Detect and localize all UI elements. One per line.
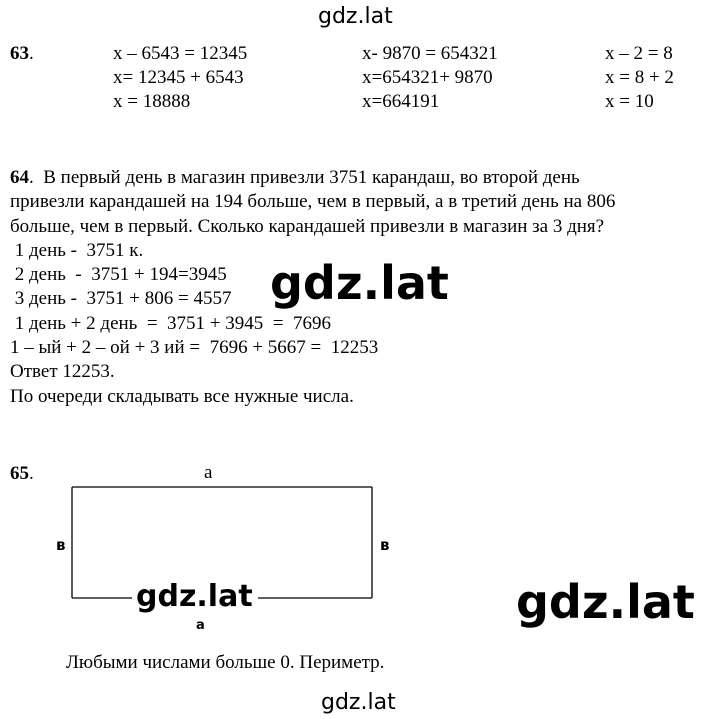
watermark-bottom: gdz.lat bbox=[321, 690, 396, 715]
task64-line: Ответ 12253. bbox=[10, 361, 115, 383]
task63-col1-line: x= 12345 + 6543 bbox=[113, 67, 244, 88]
task63-number: 63. bbox=[10, 43, 34, 64]
task64-text: В первый день в магазин привезли 3751 карандаш, во второй день bbox=[43, 167, 580, 188]
watermark-middle: gdz.lat bbox=[270, 256, 449, 310]
task64-line: 1 – ый + 2 – ой + 3 ий = 7696 + 5667 = 12253 bbox=[10, 337, 379, 359]
task63-col3 bbox=[605, 42, 674, 114]
task65-caption: Любыми числами больше 0. Периметр. bbox=[66, 652, 385, 673]
task63-col1 bbox=[113, 42, 247, 114]
task63-col2-line: x- 9870 = 654321 bbox=[362, 43, 498, 64]
task64-line: 1 день + 2 день = 3751 + 3945 = 7696 bbox=[10, 312, 331, 334]
task63-col2-line: x=664191 bbox=[362, 91, 440, 112]
watermark-top: gdz.lat bbox=[318, 4, 393, 29]
task64-line: 3 день - 3751 + 806 = 4557 bbox=[10, 288, 232, 310]
task63-col1-line: x = 18888 bbox=[113, 91, 191, 112]
task64-line: 2 день - 3751 + 194=3945 bbox=[10, 264, 227, 286]
task64-block bbox=[10, 166, 615, 409]
task64-number: 64 bbox=[10, 167, 29, 188]
task63-col3-line: x = 10 bbox=[605, 91, 654, 112]
rect-label-left: в bbox=[56, 536, 66, 554]
task63-col2-line: x=654321+ 9870 bbox=[362, 67, 493, 88]
task64-line: 1 день - 3751 к. bbox=[10, 239, 144, 261]
task63-col3-line: x = 8 + 2 bbox=[605, 67, 674, 88]
task63-number-text: 63 bbox=[10, 43, 29, 64]
task65-number-text: 65 bbox=[10, 463, 29, 484]
task64-line: больше, чем в первый. Сколько карандашей привезли в магазин за 3 дня? bbox=[10, 215, 605, 237]
task64-line: 64. В первый день в магазин привезли 3751 карандаш, во второй день bbox=[10, 167, 580, 188]
task64-line: привезли карандашей на 194 больше, чем в первый, а в третий день на 806 bbox=[10, 191, 616, 213]
task63-col3-line: x – 2 = 8 bbox=[605, 43, 673, 64]
rect-label-bottom: a bbox=[196, 618, 205, 633]
rect-label-top: a bbox=[204, 462, 213, 483]
task63-col2 bbox=[362, 42, 498, 114]
task65-number: 65. bbox=[10, 463, 34, 484]
watermark-right: gdz.lat bbox=[516, 575, 695, 629]
task64-line: По очереди складывать все нужные числа. bbox=[10, 385, 354, 407]
task63-col1-line: x – 6543 = 12345 bbox=[113, 43, 248, 64]
watermark-diagram: gdz.lat bbox=[136, 579, 253, 614]
rect-label-right: в bbox=[380, 536, 390, 554]
